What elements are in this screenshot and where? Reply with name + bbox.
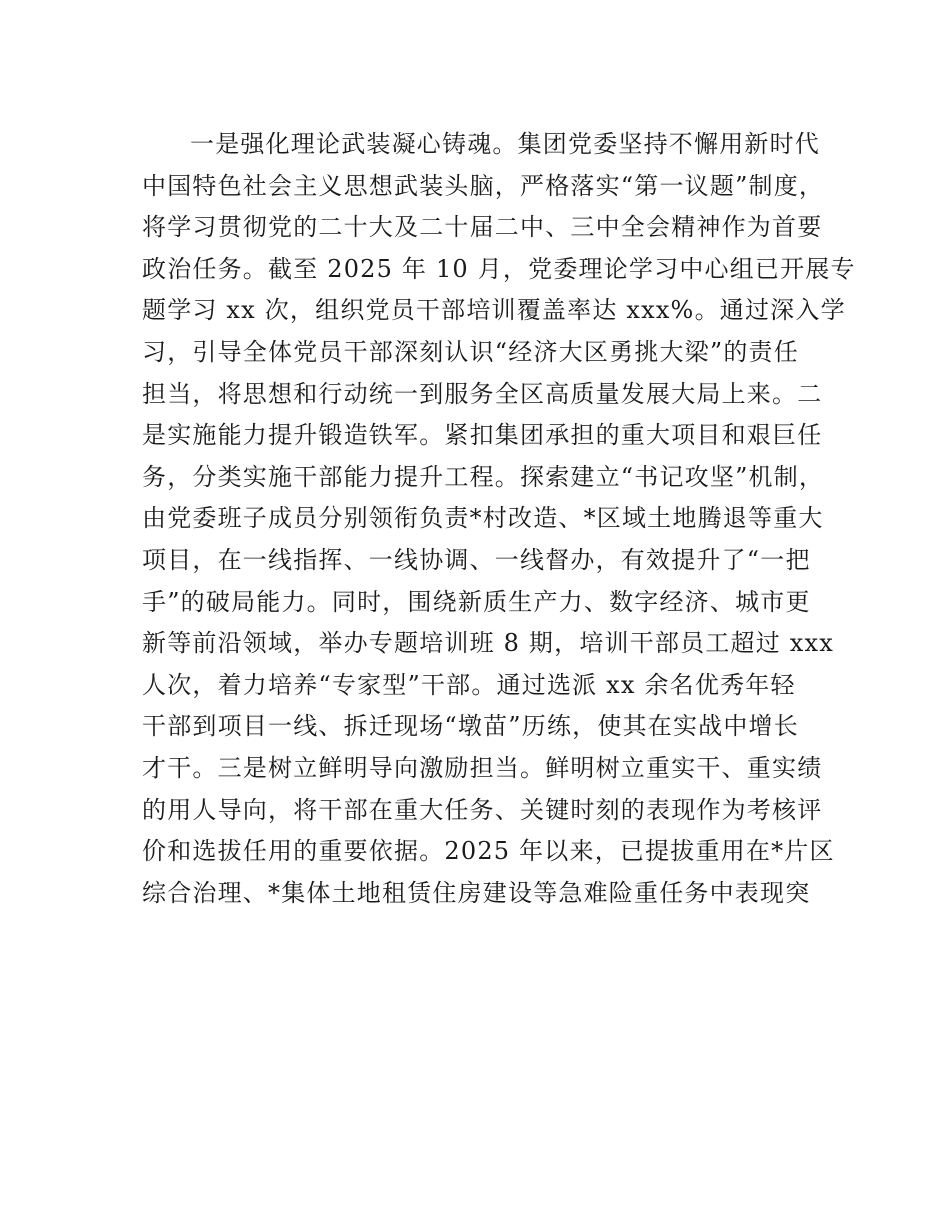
text-line-8: 是实施能力提升锻造铁军。紧扣集团承担的重大项目和艰巨任 <box>142 421 823 450</box>
text-line-1: 一是强化理论武装凝心铸魂。集团党委坚持不懈用新时代 <box>190 130 820 158</box>
body-paragraph <box>142 124 856 914</box>
text-line-9: 务，分类实施干部能力提升工程。探索建立“书记攻坚”机制， <box>142 462 825 491</box>
text-line-12: 手”的破局能力。同时，围绕新质生产力、数字经济、城市更 <box>142 587 811 616</box>
text-line-7: 担当，将思想和行动统一到服务全区高质量发展大局上来。二 <box>142 379 823 408</box>
text-line-6: 习，引导全体党员干部深刻认识“经济大区勇挑大梁”的责任 <box>142 337 799 366</box>
text-line-13: 新等前沿领域，举办专题培训班 8 期，培训干部员工超过 xxx <box>142 629 834 658</box>
text-line-18: 价和选拔任用的重要依据。2025 年以来，已提拔重用在*片区 <box>142 837 835 866</box>
text-line-3: 将学习贯彻党的二十大及二十届二中、三中全会精神作为首要 <box>142 213 823 242</box>
text-line-17: 的用人导向，将干部在重大任务、关键时刻的表现作为考核评 <box>142 795 823 824</box>
text-line-11: 项目，在一线指挥、一线协调、一线督办，有效提升了“一把 <box>142 545 811 574</box>
text-line-16: 才干。三是树立鲜明导向激励担当。鲜明树立重实干、重实绩 <box>142 753 823 782</box>
text-line-2: 中国特色社会主义思想武装头脑，严格落实“第一议题”制度， <box>142 171 825 200</box>
text-line-15: 干部到项目一线、拆迁现场“墩苗”历练，使其在实战中增长 <box>142 712 799 741</box>
text-line-4: 政治任务。截至 2025 年 10 月，党委理论学习中心组已开展专 <box>142 254 856 283</box>
text-line-10: 由党委班子成员分别领衔负责*村改造、*区域土地腾退等重大 <box>142 504 824 533</box>
text-line-14: 人次，着力培养“专家型”干部。通过选派 xx 余名优秀年轻 <box>142 670 796 699</box>
text-line-5: 题学习 xx 次，组织党员干部培训覆盖率达 xxx%。通过深入学 <box>142 296 846 325</box>
text-line-19: 综合治理、*集体土地租赁住房建设等急难险重任务中表现突 <box>142 878 811 907</box>
